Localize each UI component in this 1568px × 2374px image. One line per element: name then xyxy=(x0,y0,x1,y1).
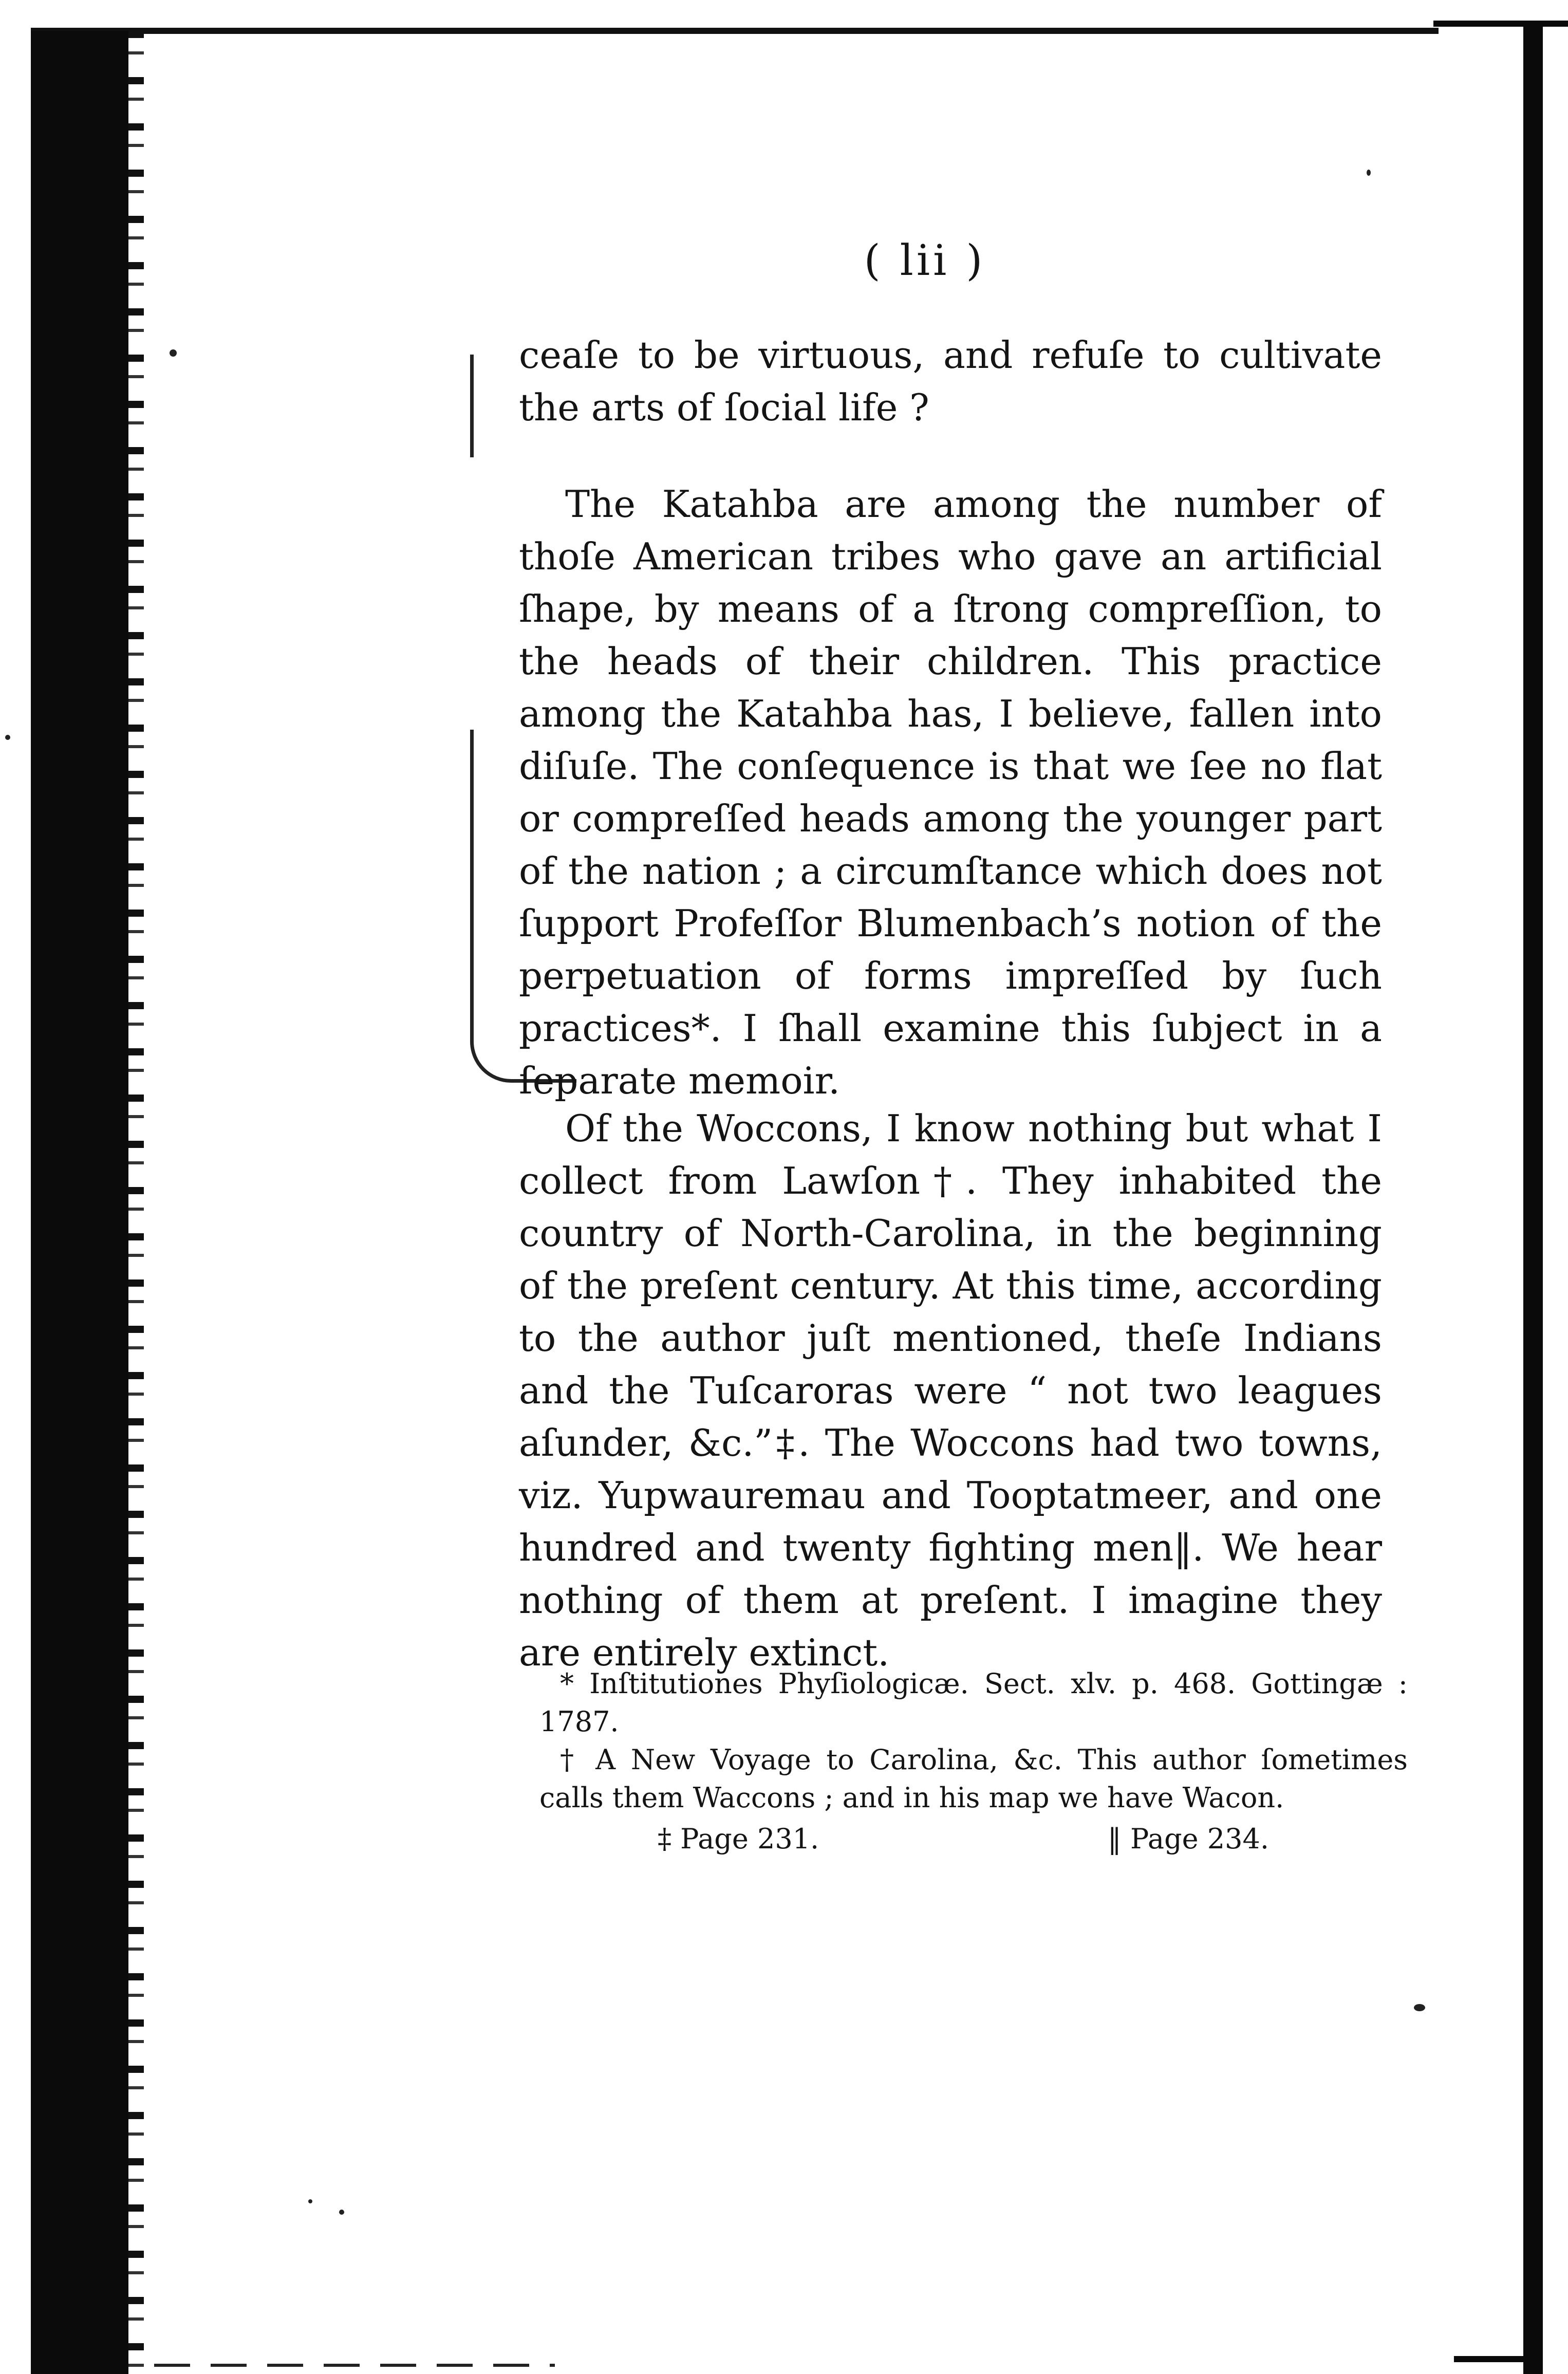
right-page-edge xyxy=(1523,26,1543,2374)
page-number-header: ( lii ) xyxy=(864,236,986,285)
scan-speck xyxy=(1414,2004,1425,2011)
page-top-edge xyxy=(31,28,1439,34)
scan-speck xyxy=(5,735,10,740)
scan-speck xyxy=(1367,170,1371,176)
margin-bracket-mark xyxy=(470,355,479,457)
page-bottom-edge xyxy=(154,2364,555,2367)
footnote-dagger: † A New Voyage to Carolina, &c. This author ſometimes calls them Waccons ; and in his map we have Wacon. xyxy=(539,1744,1408,1814)
paragraph-1: ceaſe to be virtuous, and refuſe to cultivate the arts of ſocial life ? xyxy=(519,333,1382,429)
footnotes xyxy=(539,1665,1408,1858)
paragraph-2: The Katahba are among the number of thoſe American tribes who gave an artificial ſhape, by means of a ſtrong compreſſion, to the heads of their children. This practice among the Katahba has, I believe, fallen into diſuſe. The conſequence is that we ſee no flat or compreſſed heads among the younger part of the nation ; a circumſtance which does not ſupport Profeſſor Blumenbach’s notion of the perpetuation of forms impreſſed by ſuch practices*. I ſhall examine this ſubject in a ſeparate memoir. xyxy=(519,483,1382,1102)
scan-speck xyxy=(339,2210,344,2215)
footnote-star: * Inſtitutiones Phyſiologicæ. Sect. xlv. p. 468. Gottingæ : 1787. xyxy=(539,1667,1408,1738)
right-edge-foot xyxy=(1454,2356,1541,2362)
spine-edge-texture xyxy=(128,31,144,2374)
scan-speck xyxy=(308,2199,312,2203)
right-edge-cap xyxy=(1433,21,1568,27)
footnote-double-dagger: ‡ Page 231. xyxy=(658,1823,819,1855)
paragraph-3: Of the Woccons, I know nothing but what I collect from Lawſon†. They inhabited the country of North-Carolina, in the beginning of the preſent century. At this time, according to the author juſt mentioned, theſe Indians and the Tuſcaroras were “ not two leagues aſunder, &c.”‡. The Woccons had two towns, viz. Yupwauremau and Tooptatmeer, and one hundred and twenty fighting men‖. We hear nothing of them at preſent. I imagine they are entirely extinct. xyxy=(519,1107,1382,1674)
scan-speck xyxy=(170,349,177,357)
footnote-parallel: ‖ Page 234. xyxy=(1107,1823,1269,1855)
footnote-page-refs xyxy=(539,1820,1408,1858)
book-spine-shadow xyxy=(31,31,128,2374)
